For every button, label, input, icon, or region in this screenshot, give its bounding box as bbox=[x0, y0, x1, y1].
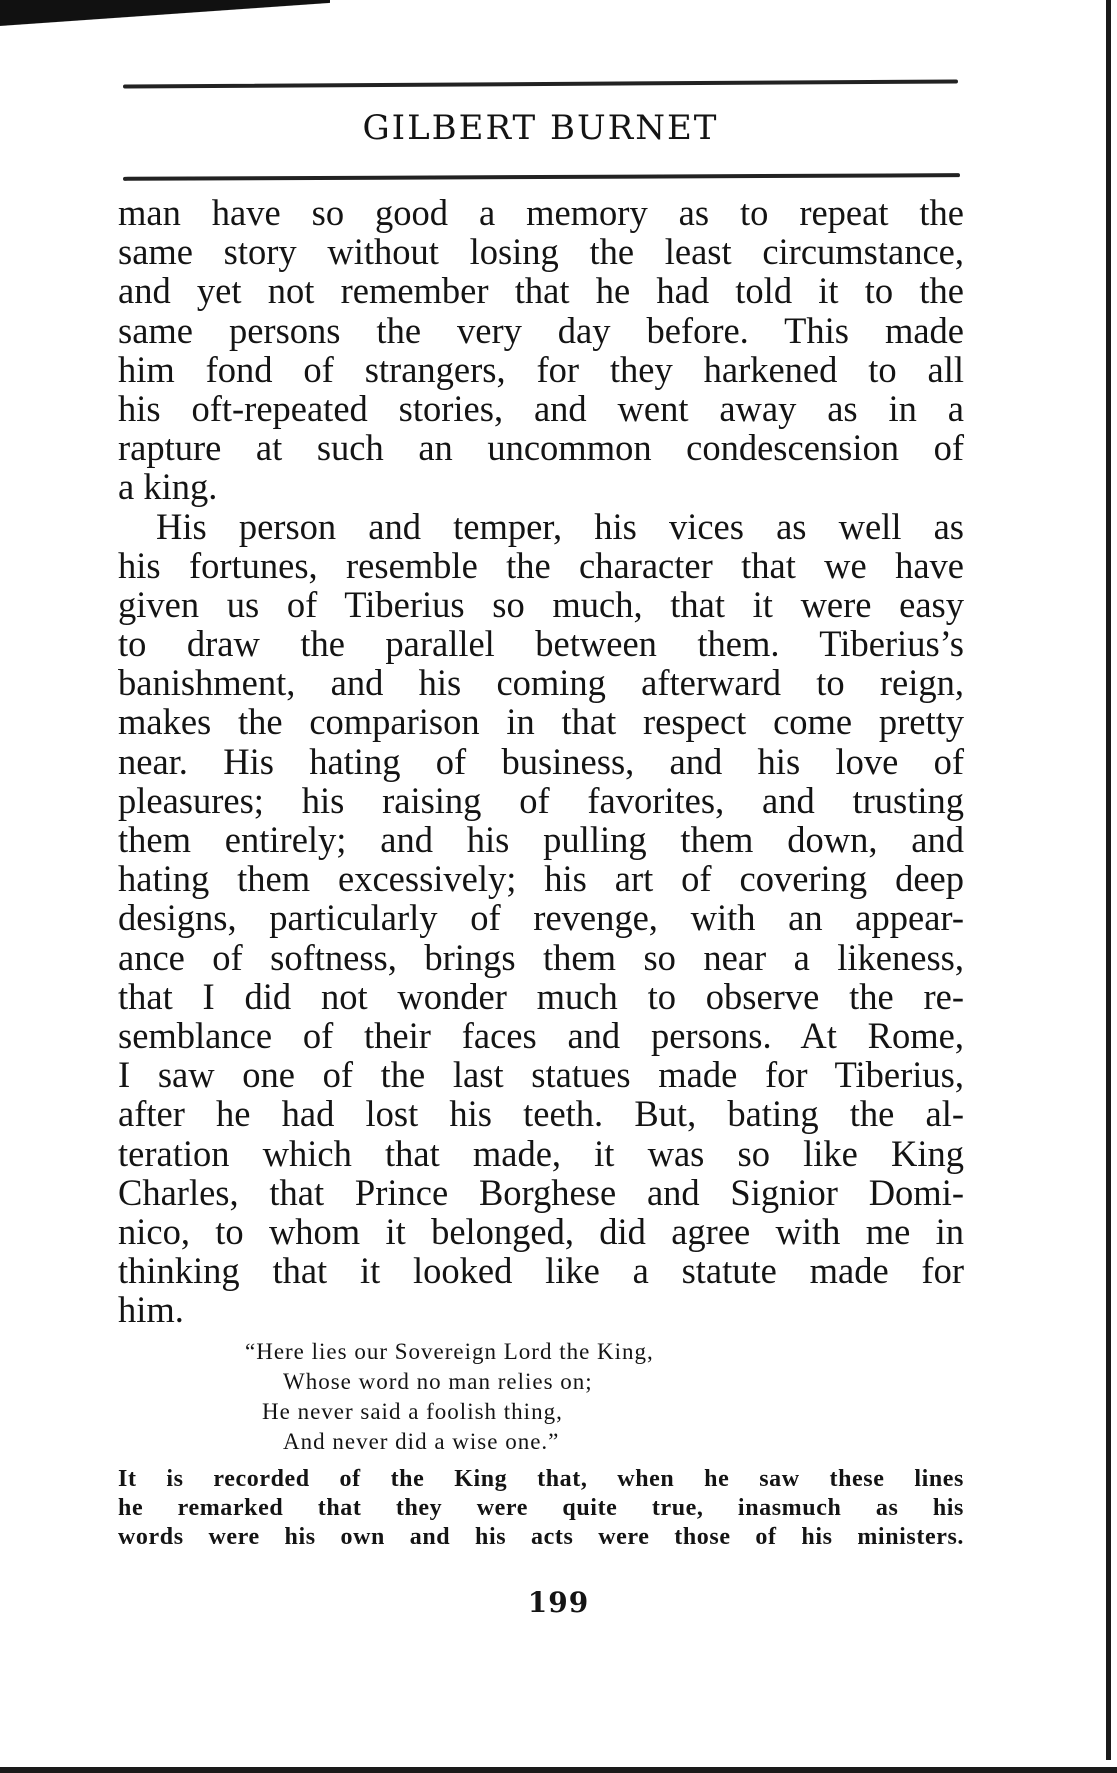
text-line: teration which that made, it was so like King bbox=[118, 1132, 964, 1174]
text-line: them entirely; and his pulling them down, and bbox=[118, 819, 964, 860]
text-line: him fond of strangers, for they harkened to all bbox=[118, 348, 964, 390]
text-line: his fortunes, resemble the character that we have bbox=[118, 544, 964, 586]
text-line: rapture at such an uncommon condescension of bbox=[118, 427, 964, 469]
text-line: man have so good a memory as to repeat the bbox=[118, 192, 964, 233]
footnote-line: words were his own and his acts were those of his ministers. bbox=[118, 1524, 964, 1550]
text-line: ance of softness, brings them so near a likeness, bbox=[118, 936, 964, 978]
text-line: Charles, that Prince Borghese and Signior Domi- bbox=[118, 1171, 964, 1213]
text-line: given us of Tiberius so much, that it were easy bbox=[118, 583, 964, 625]
paragraph-1 bbox=[118, 193, 964, 507]
text-line: that I did not wonder much to observe the re- bbox=[118, 975, 964, 1017]
text-line: His person and temper, his vices as well as bbox=[156, 505, 964, 547]
epigram-verse bbox=[245, 1337, 845, 1457]
scan-edge-right bbox=[1106, 0, 1111, 1760]
scan-edge-bottom bbox=[0, 1767, 1117, 1773]
text-line: and yet not remember that he had told it to the bbox=[118, 270, 964, 312]
text-line: hating them excessively; his art of covering deep bbox=[118, 858, 964, 900]
footnote-line: he remarked that they were quite true, inasmuch as his bbox=[118, 1495, 964, 1521]
text-line: after he had lost his teeth. But, bating the al- bbox=[118, 1093, 964, 1135]
text-line: semblance of their faces and persons. At Rome, bbox=[118, 1014, 964, 1056]
scan-shadow-corner bbox=[0, 0, 330, 34]
text-line: near. His hating of business, and his love of bbox=[118, 740, 964, 782]
text-line: thinking that it looked like a statute made for bbox=[118, 1250, 964, 1292]
text-line: to draw the parallel between them. Tiberius’s bbox=[118, 623, 964, 665]
verse-line: He never said a foolish thing, bbox=[262, 1399, 563, 1424]
body-text bbox=[118, 193, 964, 1329]
header-rule-top bbox=[123, 79, 958, 88]
page-number: 199 bbox=[527, 1586, 590, 1619]
text-line: nico, to whom it belonged, did agree with me in bbox=[118, 1210, 964, 1252]
footnote-line: It is recorded of the King that, when he saw these lines bbox=[118, 1466, 964, 1492]
verse-line: And never did a wise one.” bbox=[283, 1429, 560, 1454]
text-line: same persons the very day before. This made bbox=[118, 309, 964, 351]
verse-line: Whose word no man relies on; bbox=[283, 1369, 593, 1394]
text-line: I saw one of the last statues made for Tiberius, bbox=[118, 1054, 964, 1096]
text-line: him. bbox=[118, 1289, 184, 1331]
verse-line: “Here lies our Sovereign Lord the King, bbox=[245, 1339, 654, 1364]
footnote bbox=[118, 1465, 964, 1552]
header-rule-bottom bbox=[123, 173, 960, 181]
text-line: his oft-repeated stories, and went away as in a bbox=[118, 387, 964, 429]
text-line: a king. bbox=[118, 466, 218, 508]
text-line: designs, particularly of revenge, with an appear- bbox=[118, 897, 964, 939]
text-line: same story without losing the least circumstance, bbox=[118, 231, 964, 273]
running-head: GILBERT BURNET bbox=[362, 108, 719, 148]
text-line: makes the comparison in that respect come pretty bbox=[118, 701, 964, 743]
text-line: pleasures; his raising of favorites, and trusting bbox=[118, 779, 964, 821]
paragraph-2 bbox=[118, 507, 964, 1330]
text-line: banishment, and his coming afterward to reign, bbox=[118, 662, 964, 704]
